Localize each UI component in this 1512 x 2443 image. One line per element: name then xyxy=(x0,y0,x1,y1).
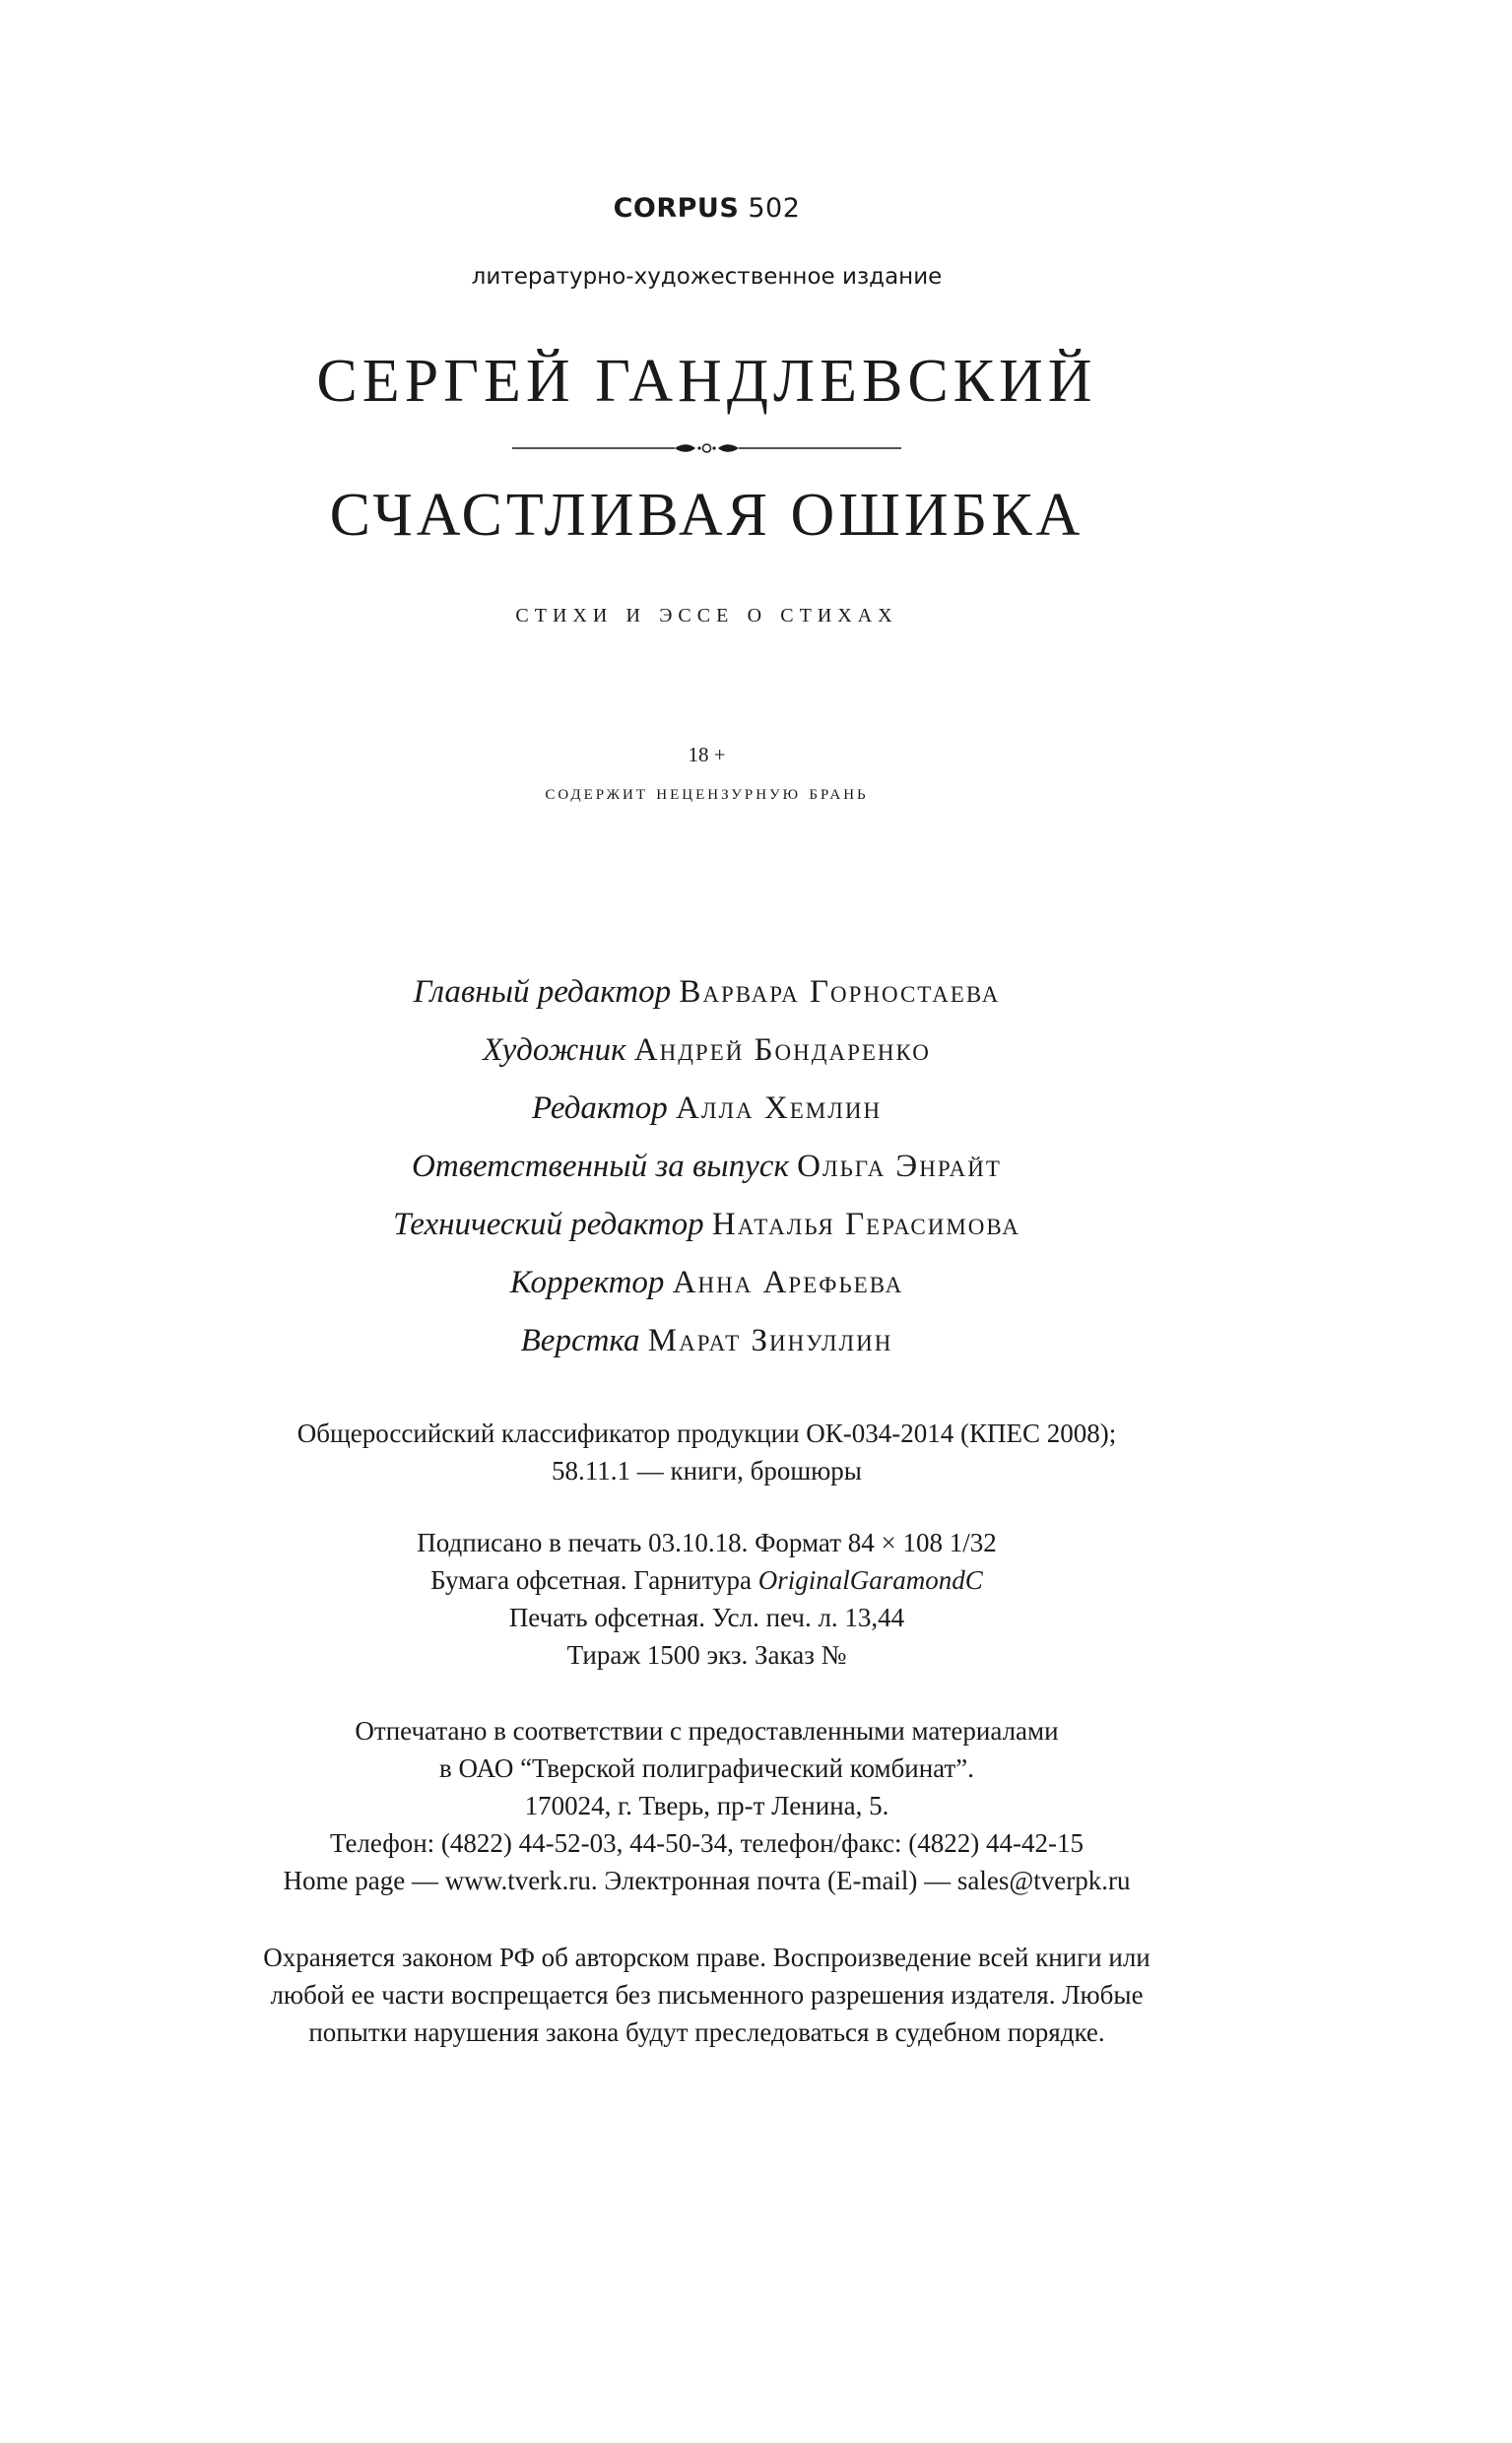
print-specs xyxy=(0,1524,1413,1674)
credit-name: Наталья Герасимова xyxy=(711,1207,1020,1242)
credit-name: Ольга Энрайт xyxy=(797,1149,1002,1184)
credit-row xyxy=(0,1196,1413,1254)
printer-web-email: Home page — www.tverk.ru. Электронная почта (E-mail) — sales@tverpk.ru xyxy=(283,1866,1131,1895)
credit-role: Ответственный за выпуск xyxy=(412,1149,789,1184)
paper-typeface-line xyxy=(0,1561,1413,1599)
classifier-line: 58.11.1 — книги, брошюры xyxy=(552,1456,862,1486)
printer-line: в ОАО “Тверской полиграфический комбинат”. xyxy=(439,1753,974,1783)
classifier-line: Общероссийский классификатор продукции ОК-034-2014 (КПЕС 2008); xyxy=(296,1419,1117,1448)
credit-name: Андрей Бондаренко xyxy=(633,1032,931,1068)
author-name: СЕРГЕЙ ГАНДЛЕВСКИЙ xyxy=(316,348,1097,415)
credit-row xyxy=(0,1022,1413,1080)
credit-name: Алла Хемлин xyxy=(676,1090,883,1126)
copyright-line: попытки нарушения закона будут преследоваться в судебном порядке. xyxy=(308,2017,1105,2047)
book-subtitle: стихи и эссе о стихах xyxy=(515,597,898,628)
credit-row xyxy=(0,1312,1413,1370)
credit-row xyxy=(0,1138,1413,1196)
printer-info xyxy=(0,1712,1413,1899)
credit-row xyxy=(0,963,1413,1022)
credit-role: Технический редактор xyxy=(393,1207,704,1242)
credit-role: Художник xyxy=(483,1032,626,1068)
edition-type: литературно-художественное издание xyxy=(471,264,943,290)
series-number: 502 xyxy=(748,193,801,224)
printer-address: 170024, г. Тверь, пр-т Ленина, 5. xyxy=(524,1791,889,1820)
credit-role: Корректор xyxy=(509,1265,665,1300)
credit-row xyxy=(0,1080,1413,1138)
paper-prefix: Бумага офсетная. Гарнитура xyxy=(430,1565,758,1595)
printing-method: Печать офсетная. Усл. печ. л. 13,44 xyxy=(508,1603,905,1632)
title-divider-ornament xyxy=(512,440,901,456)
product-classifier xyxy=(0,1415,1413,1489)
age-rating: 18 + xyxy=(688,743,726,766)
credit-name: Варвара Горностаева xyxy=(679,974,1001,1010)
credit-name: Анна Арефьева xyxy=(672,1265,904,1300)
credits-list xyxy=(0,963,1413,1370)
printer-phone: Телефон: (4822) 44-52-03, 44-50-34, телефон/факс: (4822) 44-42-15 xyxy=(329,1828,1085,1858)
credit-role: Редактор xyxy=(531,1090,668,1126)
printer-line: Отпечатано в соответствии с предоставленными материалами xyxy=(355,1716,1059,1746)
credit-role: Верстка xyxy=(520,1323,640,1358)
copyright-notice xyxy=(0,1939,1413,2051)
credit-row xyxy=(0,1254,1413,1312)
content-warning: содержит нецензурную брань xyxy=(545,780,869,804)
credit-role: Главный редактор xyxy=(413,974,672,1010)
copyright-line: Охраняется законом РФ об авторском праве. Воспроизведение всей книги или xyxy=(263,1943,1150,1972)
series-line xyxy=(0,193,1413,224)
book-title: СЧАСТЛИВАЯ ОШИБКА xyxy=(329,482,1085,549)
circulation: Тираж 1500 экз. Заказ № xyxy=(566,1640,847,1670)
signed-to-print: Подписано в печать 03.10.18. Формат 84 × 108 1/32 xyxy=(417,1528,997,1557)
typeface-name: OriginalGaramondC xyxy=(757,1565,983,1595)
series-brand: CORPUS xyxy=(613,193,740,224)
copyright-line: любой ее части воспрещается без письменного разрешения издателя. Любые xyxy=(270,1980,1144,2010)
credit-name: Марат Зинуллин xyxy=(647,1323,893,1358)
